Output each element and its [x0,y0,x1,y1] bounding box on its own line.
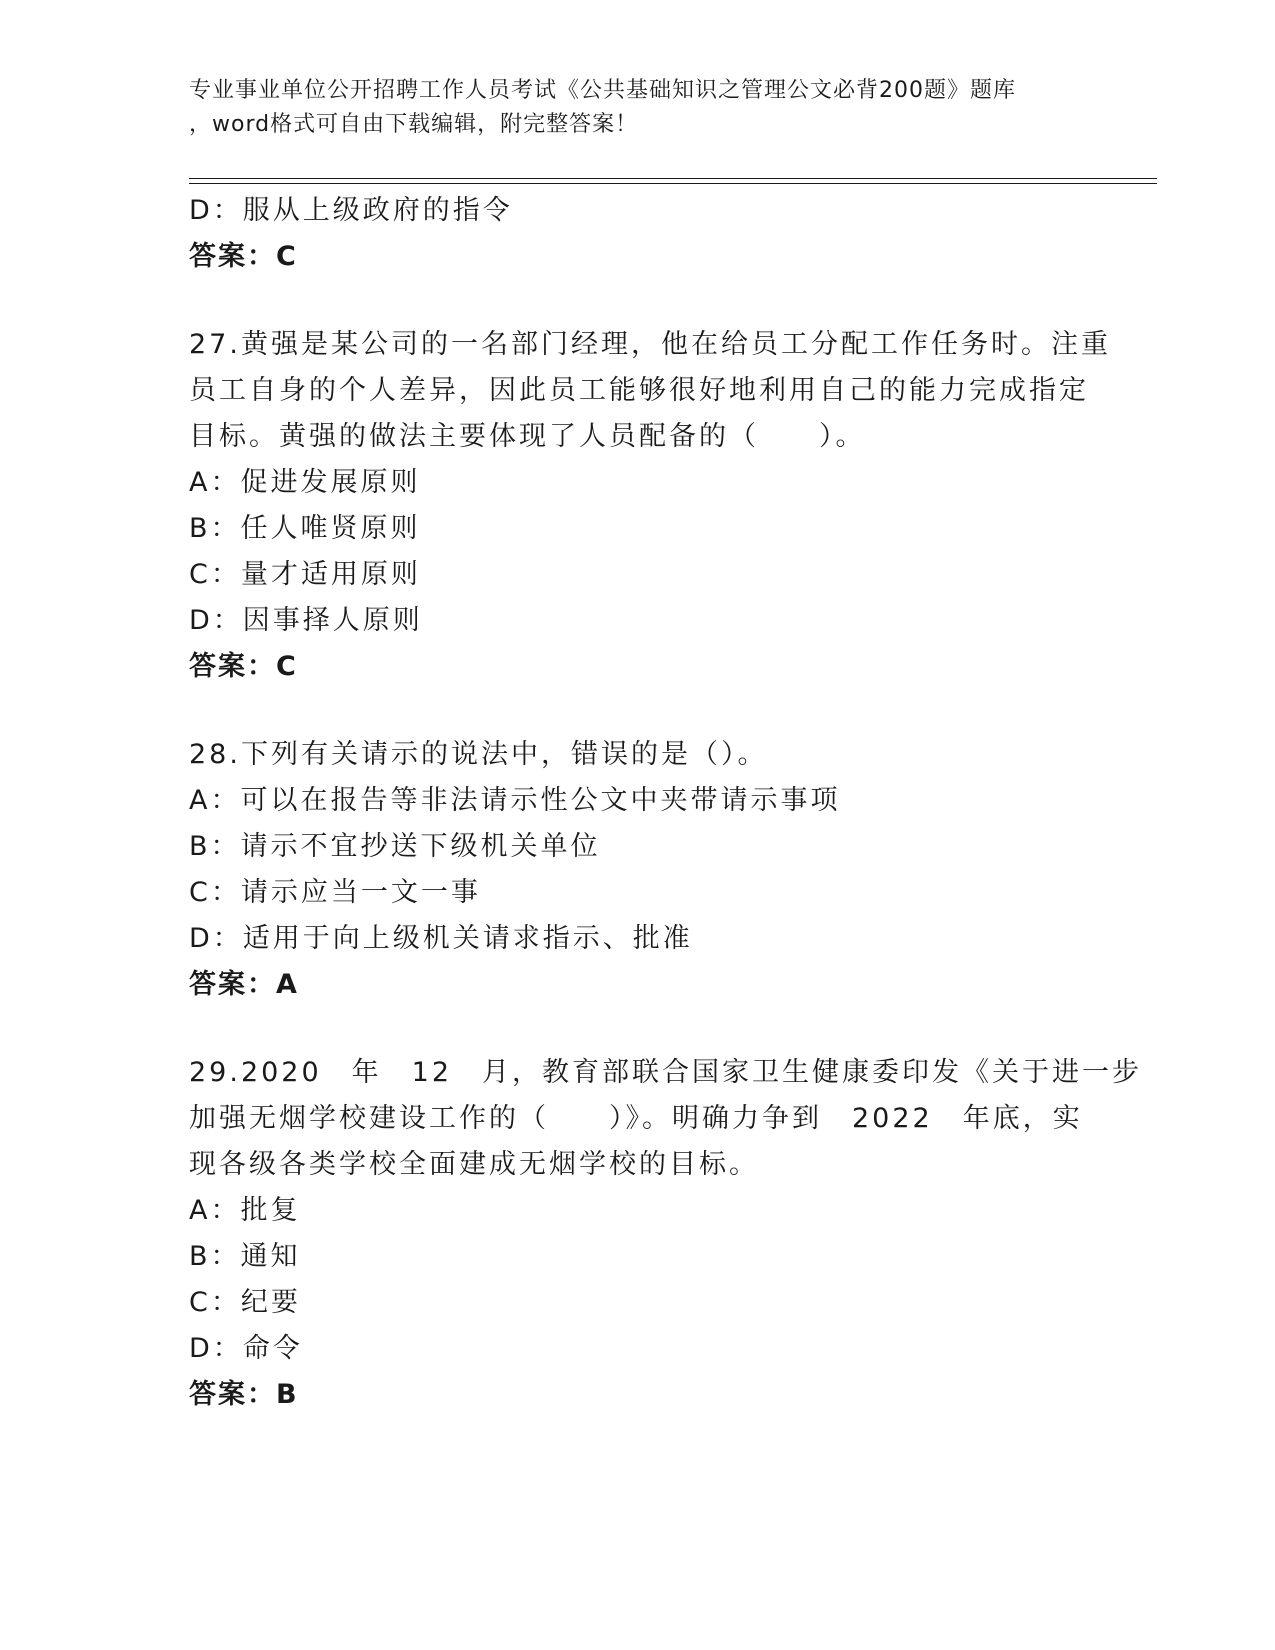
question-text-line: 目标。黄强的做法主要体现了人员配备的（ ）。 [189,421,866,452]
option-a: A：批复 [189,1195,301,1226]
question-text-line: 加强无烟学校建设工作的（ ）》。明确力争到 2022 年底，实 [189,1103,1083,1134]
question-text-line: 员工自身的个人差异，因此员工能够很好地利用自己的能力完成指定 [189,375,1089,406]
question-text-line: 现各级各类学校全面建成无烟学校的目标。 [189,1149,759,1180]
header-divider-thin [189,183,1157,184]
answer-line: 答案：B [189,1379,299,1410]
option-d: D：因事择人原则 [189,605,423,636]
option-d: D：命令 [189,1333,303,1364]
document-header [189,74,1109,142]
question-text-line: 29.2020 年 12 月，教育部联合国家卫生健康委印发《关于进一步 [189,1057,1143,1088]
option-a: A：可以在报告等非法请示性公文中夹带请示事项 [189,785,841,816]
header-divider-thick [189,178,1157,179]
question-text-line: 27.黄强是某公司的一名部门经理，他在给员工分配工作任务时。注重 [189,329,1111,360]
option-d: D：适用于向上级机关请求指示、批准 [189,923,693,954]
answer-line: 答案：C [189,241,298,272]
question-text-line: 28.下列有关请示的说法中，错误的是（）。 [189,739,768,770]
option-c: C：请示应当一文一事 [189,877,481,908]
option-b: B：通知 [189,1241,301,1272]
header-title-line1: 专业事业单位公开招聘工作人员考试《公共基础知识之管理公文必背200题》题库 [189,78,1016,103]
previous-question-tail [189,188,1109,280]
question-27 [189,322,1109,690]
option-c: C：量才适用原则 [189,559,421,590]
option-b: B：任人唯贤原则 [189,513,421,544]
question-text [189,322,1109,460]
question-content [189,188,1143,1418]
question-text [189,1050,1143,1188]
option-c: C：纪要 [189,1287,301,1318]
option-b: B：请示不宜抄送下级机关单位 [189,831,601,862]
answer-line: 答案：C [189,651,298,682]
question-28 [189,732,1109,1008]
header-title-line2: ，word格式可自由下载编辑，附完整答案！ [189,112,639,137]
option-d: D：服从上级政府的指令 [189,195,513,226]
option-a: A：促进发展原则 [189,467,421,498]
answer-line: 答案：A [189,969,299,1000]
question-29 [189,1050,1143,1418]
